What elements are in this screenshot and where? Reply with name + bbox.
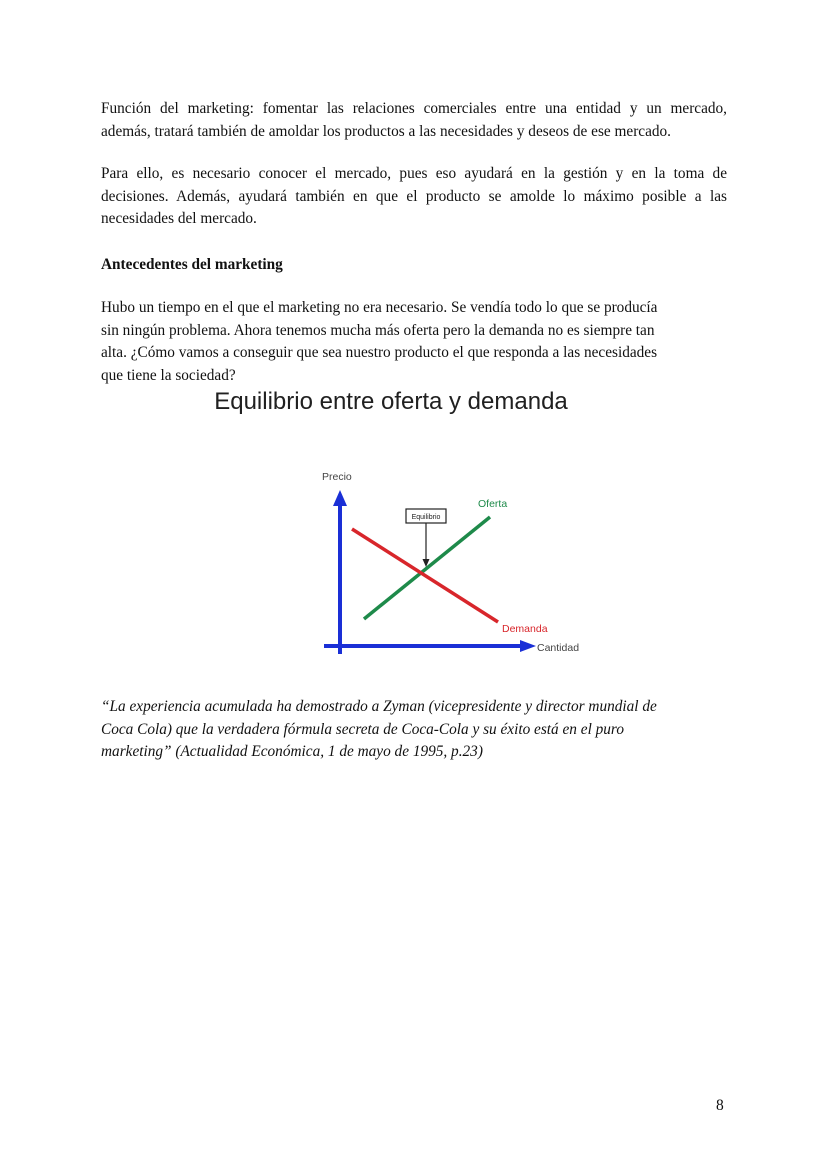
text-line: Hubo un tiempo en el que el marketing no era necesario. Se vendía todo lo que se producía [101, 299, 658, 316]
text-line: además, tratará también de amoldar los productos a las necesidades y deseos de ese mercado. [101, 122, 672, 140]
equilibrium-label: Equilibrio [411, 514, 441, 521]
text-line: que tiene la sociedad? [101, 366, 236, 384]
chart-title: Equilibrio entre oferta y demanda [214, 388, 568, 415]
section-heading: Antecedentes del marketing [101, 256, 283, 273]
series-line-demanda [352, 529, 498, 622]
page-number: 8 [716, 1097, 724, 1114]
supply-demand-chart [300, 460, 600, 665]
paragraph-background [101, 297, 727, 387]
paragraph-marketing-function [101, 98, 727, 143]
quote-line: “La experiencia acumulada ha demostrado a Zyman (vicepresidente y director mundial de [101, 698, 657, 715]
text-line: sin ningún problema. Ahora tenemos mucha más oferta pero la demanda no es siempre tan [101, 321, 655, 339]
quote-block [101, 696, 727, 764]
chart-series [352, 498, 548, 635]
quote-line: marketing” (Actualidad Económica, 1 de mayo de 1995, p.23) [101, 743, 483, 761]
y-axis-label: Precio [322, 471, 352, 483]
text-line: alta. ¿Cómo vamos a conseguir que sea nuestro producto el que responda a las necesidades [101, 344, 658, 362]
legend-label-oferta: Oferta [478, 498, 508, 510]
text-line: decisiones. Además, ayudará también en que el producto se amolde lo máximo posible a las [101, 187, 727, 205]
x-axis-arrowhead [520, 640, 536, 652]
text-line: Para ello, es necesario conocer el mercado, pues eso ayudará en la gestión y en la toma de [101, 165, 727, 182]
text-line: Función del marketing: fomentar las relaciones comerciales entre una entidad y un mercado, [101, 100, 727, 117]
legend-label-demanda: Demanda [502, 623, 548, 635]
text-line: necesidades del mercado. [101, 210, 257, 228]
y-axis-arrowhead [333, 490, 347, 506]
quote-line: Coca Cola) que la verdadera fórmula secreta de Coca-Cola y su éxito está en el puro [101, 720, 624, 738]
x-axis-label: Cantidad [537, 642, 580, 654]
paragraph-know-market [101, 163, 727, 231]
